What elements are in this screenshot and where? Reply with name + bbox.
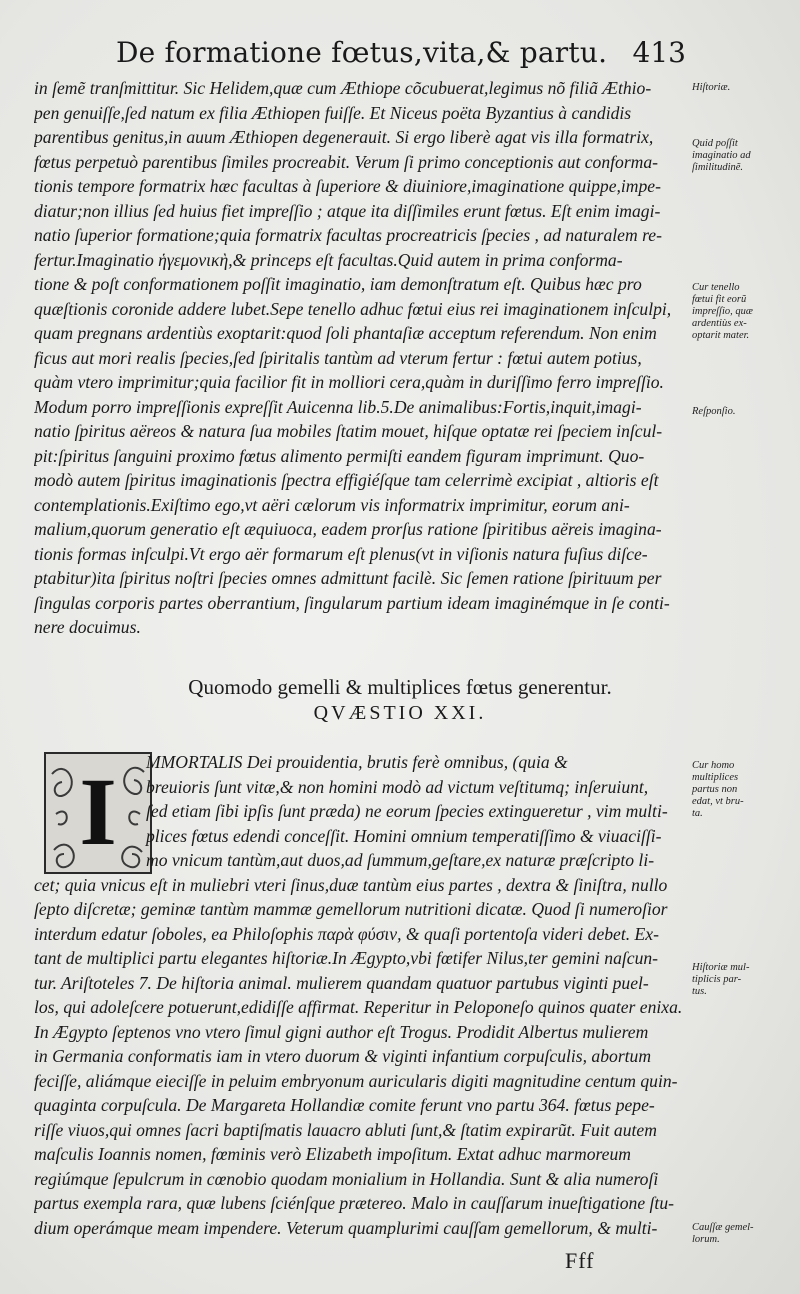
margin-note-line: optarit mater.: [692, 330, 750, 341]
text-line: modò autem ſpiritus imaginationis ſpectra effigiéſque tam celerrimè excipiat , altioris eſt: [34, 470, 659, 490]
text-line: ficus aut mori realis ſpecies,ſed ſpiritalis tantùm ad vterum fertur : fœtui autem potius,: [34, 347, 642, 368]
margin-note-line: imaginatio ad: [692, 150, 751, 161]
dropcap-letter: I: [79, 758, 117, 865]
text-line: los, qui adoleſcere potuerunt,edidiſſe affirmat. Reperitur in Peloponeſo quinos quater enixa.: [34, 997, 683, 1017]
margin-note-line: ardentiùs ex-: [692, 318, 747, 329]
margin-note-line: lorum.: [692, 1234, 720, 1245]
text-line: maſculis Ioannis nomen, fœminis verò Elizabeth impoſitum. Extat adhuc marmoreum: [34, 1144, 631, 1164]
text-line: natio ſpiritus aëreos & natura ſua mobiles ſtatim mouet, hiſque optatæ rei ſpeciem inſcul-: [34, 421, 663, 441]
page-header: [116, 36, 686, 76]
text-line: feciſſe, aliámque eieciſſe in peluim embryonum auricularis digiti magnitudine centum quin-: [34, 1070, 678, 1091]
margin-note-cur-homo: [692, 760, 796, 820]
text-line: parentibus genitus,in auum Æthiopen degenerauit. Si ergo liberè agat vis illa formatrix,: [34, 127, 654, 147]
margin-note-line: impreſſio, quæ: [692, 306, 753, 317]
margin-note-line: ſimilitudinẽ.: [692, 162, 744, 173]
question-number: QVÆSTIO XXI.: [313, 702, 487, 724]
text-line: tant de multiplici partu elegantes hiſtoriæ.In Ægypto,vbi fœtifer Nilus,ter gemini naſcun-: [34, 948, 659, 968]
text-line: Modum porro impreſſionis expreſſit Auicenna lib.5.De animalibus:Fortis,inquit,imagi-: [34, 396, 642, 417]
margin-note-imaginatio: [692, 138, 796, 174]
paragraph-block-1: [34, 76, 684, 640]
page-number: 413: [632, 36, 686, 69]
margin-note-line: tiplicis par-: [692, 974, 742, 985]
margin-note-caussae: [692, 1222, 796, 1246]
text-line: ſed etiam ſibi ipſis ſunt præda) ne eorum ſpecies extingueretur , vim multi-: [146, 801, 668, 821]
text-line: malium,quorum generatio eſt æquiuoca, eadem prorſus ratione ſpiritibus aëreis imagina-: [34, 519, 662, 539]
text-line: regiúmque ſepulcrum in cœnobio quodam monialium in Hollandia. Sunt & alia numeroſi: [34, 1168, 659, 1189]
margin-note-cur-tenello: [692, 282, 796, 342]
margin-note-responsio: [692, 406, 796, 418]
text-line: quam pregnans ardentiùs exoptarit:quod ſoli phantaſiæ acceptum referendum. Non enim: [34, 323, 657, 343]
text-line: quaginta corpuſcula. De Margareta Hollandiæ comite ferunt vno partu 364. fœtus pepe-: [34, 1095, 655, 1115]
margin-note-line: edat, vt bru-: [692, 796, 744, 807]
text-line: fœtus perpetuò parentibus ſimiles procreabit. Verum ſi primo conceptionis aut conforma-: [34, 151, 659, 172]
text-line: partus exempla rara, quæ lubens ſciénſque prætereo. Malo in cauſſarum inueſtigatione ſtu-: [34, 1193, 674, 1213]
text-line: riſſe viuos,qui omnes ſacri baptiſmatis lauacro abluti ſunt,& ſtatim expirarũt. Fuit autem: [34, 1119, 657, 1140]
text-line: dium operámque meam impendere. Veterum quamplurimi cauſſam gemellorum, & multi-: [34, 1217, 658, 1238]
margin-note-line: tus.: [692, 986, 707, 997]
margin-note-line: Cur tenello: [692, 282, 740, 293]
text-line: cet; quia vnicus eſt in muliebri vteri ſinus,duæ tantùm eius partes , dextra & ſiniſtra, nullo: [34, 874, 668, 895]
text-line: pit:ſpiritus ſanguini proximo fœtus alimento permiſti eandem figuram imprimunt. Quo-: [34, 445, 645, 466]
text-line: nere docuimus.: [34, 617, 141, 637]
margin-note-line: Hiſtoriæ mul-: [692, 962, 750, 973]
text-line: tionis formas inſculpi.Vt ergo aër formarum eſt plenus(vt in viſionis natura fuſius diſce-: [34, 543, 648, 564]
text-line: ſepto diſcretæ; geminæ tantùm mammæ gemellorum nutritioni dicatæ. Quod ſi numeroſior: [34, 899, 668, 919]
margin-note-line: Cur homo: [692, 760, 735, 771]
margin-note-line: Hiſtoriæ.: [692, 82, 731, 93]
question-title: Quomodo gemelli & multiplices fœtus generentur.: [188, 675, 612, 699]
text-line: In Ægypto ſeptenos vno vtero ſimul gigni author eſt Trogus. Prodidit Albertus mulierem: [34, 1021, 649, 1042]
text-line: quæſtionis coronide addere lubet.Sepe tenello adhuc fœtui eius rei imaginationem inſculpi,: [34, 298, 672, 319]
text-line: breuioris ſunt vitæ,& non homini modò ad victum veſtitumq; inſeruiunt,: [146, 776, 649, 797]
text-line: plices fœtus edendi conceſſit. Homini omnium temperatiſſimo & viuaciſſi-: [146, 825, 662, 846]
text-line: ſingulas corporis partes oberrantium, ſingularum partium ideam imaginémque in ſe conti-: [34, 592, 670, 613]
running-title: De formatione fœtus,vita,& partu.: [116, 36, 608, 69]
text-line: diatur;non illius ſed huius fiet impreſſio ; atque ita diſſimiles erunt fœtus. Eſt enim imagi-: [34, 200, 661, 221]
margin-note-line: Quid poſſit: [692, 138, 738, 149]
text-line: interdum edatur ſoboles, ea Philoſophis παρὰ φύσιν, & quaſi portentoſa videri debet. Ex-: [34, 923, 659, 944]
margin-note-historiae-multiplicis: [692, 962, 796, 998]
margin-note-historiae: [692, 82, 796, 94]
text-line: natio ſuperior formatione;quia formatrix facultas procreatricis ſpecies , ad naturalem re-: [34, 225, 662, 245]
margin-note-line: ta.: [692, 808, 703, 819]
text-line: in ſemẽ tranſmittitur. Sic Helidem,quæ cum Æthiope cõcubuerat,legimus nõ filiã Æthio-: [34, 78, 652, 98]
text-line: mo vnicum tantùm,aut duos,ad ſummum,geſtare,ex naturæ præſcripto li-: [146, 850, 655, 870]
text-line: tione & poſt conformationem poſſit imaginatio, iam demonſtratum eſt. Quibus hæc pro: [34, 274, 642, 294]
paragraph-block-2: [34, 750, 684, 1240]
text-line: in Germania conformatis iam in vtero duorum & viginti infantium corpuſculis, abortum: [34, 1046, 652, 1066]
text-line: quàm vtero imprimitur;quia facilior fit in molliori cera,quàm in duriſſimo ferro impreſſio.: [34, 372, 664, 392]
margin-note-line: partus non: [692, 784, 738, 795]
text-line: MMORTALIS Dei prouidentia, brutis ferè omnibus, (quia &: [146, 752, 568, 772]
text-line: fertur.Imaginatio ἡγεμονικὴ,& princeps eſt facultas.Quid autem in prima conforma-: [34, 249, 623, 270]
text-line: ptabitur)ita ſpiritus noſtri ſpecies omnes admittunt facilè. Sic ſemen ratione ſpirituum per: [34, 568, 662, 588]
margin-note-line: Reſponſio.: [692, 406, 736, 417]
text-line: tionis tempore formatrix hæc facultas à ſuperiore & diuiniore,imaginatione quippe,impe-: [34, 176, 661, 196]
margin-note-line: fœtui fit eorũ: [692, 294, 747, 305]
text-line: pen genuiſſe,ſed natum ex filia Æthiopen fuiſſe. Et Niceus poëta Byzantius à candidis: [34, 102, 632, 123]
text-line: tur. Ariſtoteles 7. De hiſtoria animal. mulierem quandam quatuor partubus viginti puel-: [34, 972, 649, 993]
text-line: contemplationis.Exiſtimo ego,vt aëri cælorum vis informatrix imprimitur, eorum ani-: [34, 494, 630, 515]
margin-note-line: multiplices: [692, 772, 739, 783]
signature-mark: Fff: [565, 1248, 595, 1273]
margin-note-line: Cauſſæ gemel-: [692, 1222, 754, 1233]
